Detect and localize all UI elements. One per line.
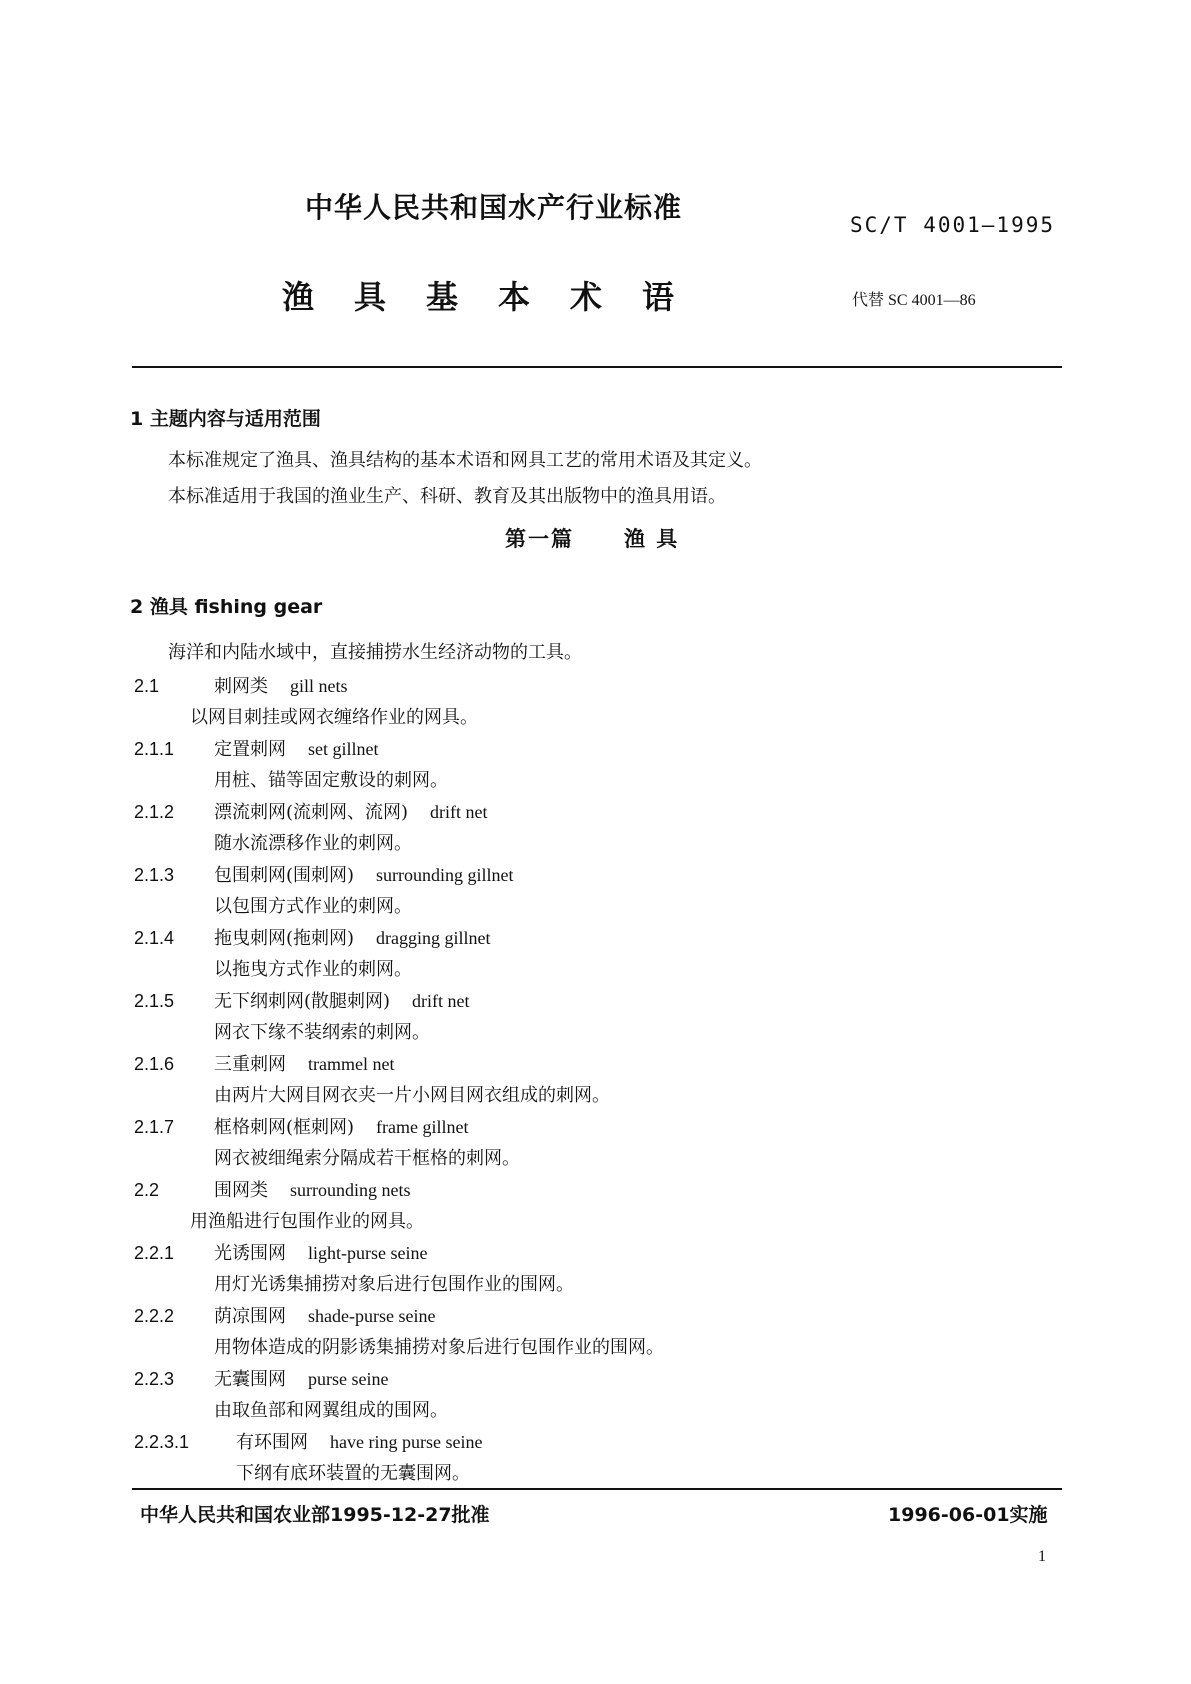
term-english: light-purse seine — [308, 1243, 428, 1263]
term-number: 2.2.2 — [134, 1306, 175, 1326]
term-english: shade-purse seine — [308, 1306, 436, 1326]
term-definition: 下纲有底环装置的无囊围网。 — [236, 1463, 470, 1484]
term-number: 2.2.1 — [134, 1243, 175, 1263]
term-number: 2.1.6 — [134, 1054, 175, 1074]
replaces-note: 代替 SC 4001—86 — [852, 292, 976, 309]
term-english: dragging gillnet — [376, 928, 491, 948]
term-entry — [134, 861, 514, 887]
header-rule — [132, 366, 1062, 368]
term-entry — [134, 672, 348, 698]
section-1-heading: 1 主题内容与适用范围 — [130, 408, 321, 430]
term-chinese: 光诱围网 — [214, 1243, 286, 1264]
term-definition: 以网目刺挂或网衣缠络作业的网具。 — [190, 707, 478, 728]
part-title — [505, 523, 679, 553]
term-chinese: 框格刺网(框刺网) — [214, 1117, 355, 1138]
term-chinese: 刺网类 — [214, 676, 268, 697]
term-entry — [134, 1302, 435, 1328]
term-english: set gillnet — [308, 739, 379, 759]
term-number: 2.1.2 — [134, 802, 175, 822]
term-entry — [134, 1176, 411, 1202]
term-definition: 以包围方式作业的刺网。 — [214, 896, 412, 917]
term-english: trammel net — [308, 1054, 395, 1074]
term-chinese: 拖曳刺网(拖刺网) — [214, 928, 355, 949]
term-english: have ring purse seine — [330, 1432, 483, 1452]
term-entry — [134, 987, 470, 1013]
term-definition: 用渔船进行包围作业的网具。 — [190, 1211, 424, 1232]
term-english: drift net — [430, 802, 488, 822]
term-definition: 以拖曳方式作业的刺网。 — [214, 959, 412, 980]
term-definition: 用灯光诱集捕捞对象后进行包围作业的围网。 — [214, 1274, 574, 1295]
term-number: 2.1.3 — [134, 865, 175, 885]
term-number: 2.1.7 — [134, 1117, 175, 1137]
term-definition: 由取鱼部和网翼组成的围网。 — [214, 1400, 448, 1421]
term-definition: 用物体造成的阴影诱集捕捞对象后进行包围作业的围网。 — [214, 1337, 664, 1358]
term-number: 2.2 — [134, 1180, 160, 1200]
term-number: 2.1.4 — [134, 928, 175, 948]
term-chinese: 荫凉围网 — [214, 1306, 286, 1327]
term-entry — [134, 924, 491, 950]
page-number: 1 — [1038, 1548, 1046, 1565]
term-number: 2.1 — [134, 676, 160, 696]
term-entry — [134, 1239, 427, 1265]
section-2-heading: 2 渔具 fishing gear — [130, 596, 323, 618]
footer-rule — [132, 1488, 1062, 1490]
term-number: 2.1.1 — [134, 739, 175, 759]
section-1-paragraph-2: 本标准适用于我国的渔业生产、科研、教育及其出版物中的渔具用语。 — [168, 486, 726, 507]
standard-name: 中华人民共和国水产行业标准 — [305, 191, 683, 224]
term-english: drift net — [412, 991, 470, 1011]
term-definition: 用桩、锚等固定敷设的刺网。 — [214, 770, 448, 791]
term-number: 2.1.5 — [134, 991, 175, 1011]
term-chinese: 漂流刺网(流刺网、流网) — [214, 802, 409, 823]
term-entry — [134, 1050, 394, 1076]
term-chinese: 三重刺网 — [214, 1054, 286, 1075]
term-entry — [134, 1428, 482, 1454]
term-entry — [134, 1113, 469, 1139]
term-english: purse seine — [308, 1369, 389, 1389]
term-chinese: 有环围网 — [236, 1432, 308, 1453]
term-number: 2.2.3 — [134, 1369, 175, 1389]
term-definition: 网衣下缘不装纲索的刺网。 — [214, 1022, 430, 1043]
term-chinese: 定置刺网 — [214, 739, 286, 760]
term-english: frame gillnet — [376, 1117, 469, 1137]
term-entry — [134, 735, 379, 761]
term-definition: 由两片大网目网衣夹一片小网目网衣组成的刺网。 — [214, 1085, 610, 1106]
term-definition: 网衣被细绳索分隔成若干框格的刺网。 — [214, 1148, 520, 1169]
term-entry — [134, 1365, 388, 1391]
term-definition: 随水流漂移作业的刺网。 — [214, 833, 412, 854]
term-chinese: 无下纲刺网(散腿刺网) — [214, 991, 391, 1012]
term-entry — [134, 798, 488, 824]
part-name: 渔 具 — [624, 527, 680, 551]
term-chinese: 包围刺网(围刺网) — [214, 865, 355, 886]
term-chinese: 围网类 — [214, 1180, 268, 1201]
term-english: surrounding gillnet — [376, 865, 514, 885]
document-title: 渔具基本术语 — [282, 278, 715, 316]
effective-date: 1996-06-01实施 — [888, 1504, 1048, 1526]
part-label: 第一篇 — [505, 527, 574, 551]
standard-code: SC/T 4001—1995 — [850, 213, 1056, 237]
issuer-approval: 中华人民共和国农业部1995-12-27批准 — [140, 1504, 490, 1526]
section-2-definition: 海洋和内陆水域中，直接捕捞水生经济动物的工具。 — [168, 642, 582, 663]
section-1-paragraph-1: 本标准规定了渔具、渔具结构的基本术语和网具工艺的常用术语及其定义。 — [168, 450, 762, 471]
term-english: gill nets — [290, 676, 348, 696]
term-chinese: 无囊围网 — [214, 1369, 286, 1390]
term-number: 2.2.3.1 — [134, 1432, 190, 1452]
term-english: surrounding nets — [290, 1180, 411, 1200]
